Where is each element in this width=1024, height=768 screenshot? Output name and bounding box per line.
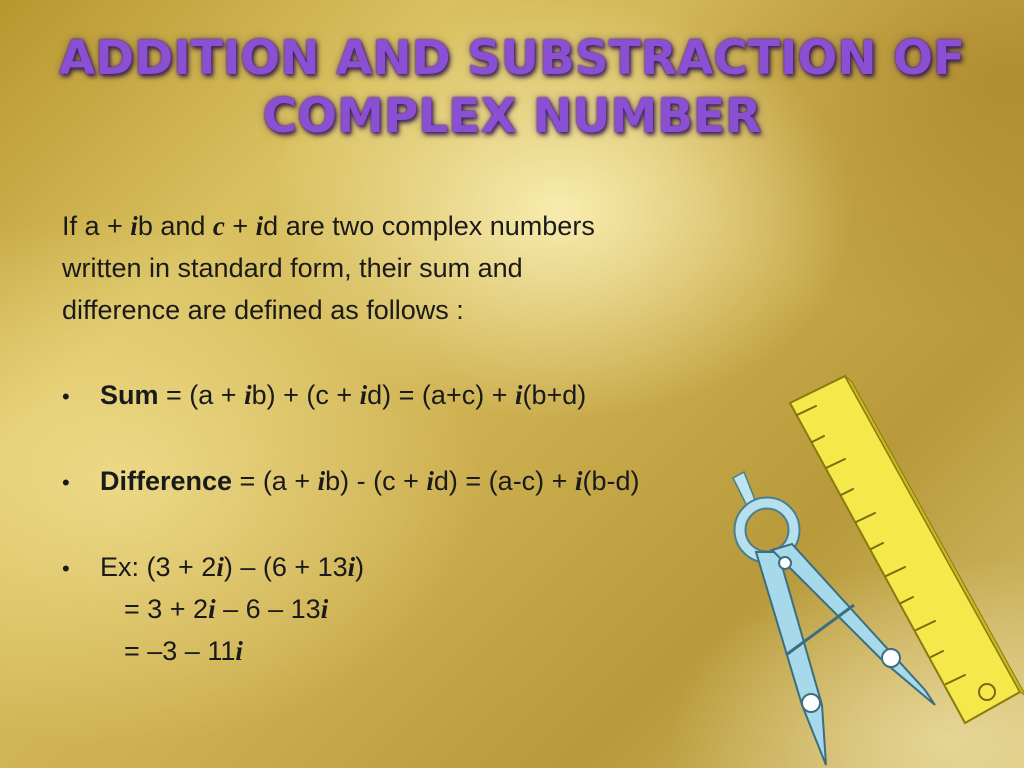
sum-bullet: • Sum = (a + ib) + (c + id) = (a+c) + i(b+d) bbox=[62, 375, 586, 415]
bullet-dot: • bbox=[62, 556, 70, 581]
difference-label: Difference bbox=[100, 466, 233, 496]
intro-line-2: written in standard form, their sum and bbox=[62, 253, 523, 283]
intro-line-1: If a + ib and c + id are two complex numbers bbox=[62, 211, 595, 241]
example-step-3: = –3 – 11i bbox=[124, 636, 243, 666]
title-line-1: ADDITION AND SUBSTRACTION OF bbox=[58, 31, 966, 86]
example-step-2: = 3 + 2i – 6 – 13i bbox=[124, 594, 329, 624]
bullet-dot: • bbox=[62, 470, 70, 495]
example-bullet: • Ex: (3 + 2i) – (6 + 13i) bbox=[62, 547, 364, 587]
title-line-2: COMPLEX NUMBER bbox=[262, 89, 762, 144]
sum-label: Sum bbox=[100, 380, 159, 410]
intro-line-3: difference are defined as follows : bbox=[62, 295, 464, 325]
bullet-dot: • bbox=[62, 384, 70, 409]
difference-bullet: • Difference = (a + ib) - (c + id) = (a-c) + i(b-d) bbox=[62, 461, 639, 501]
